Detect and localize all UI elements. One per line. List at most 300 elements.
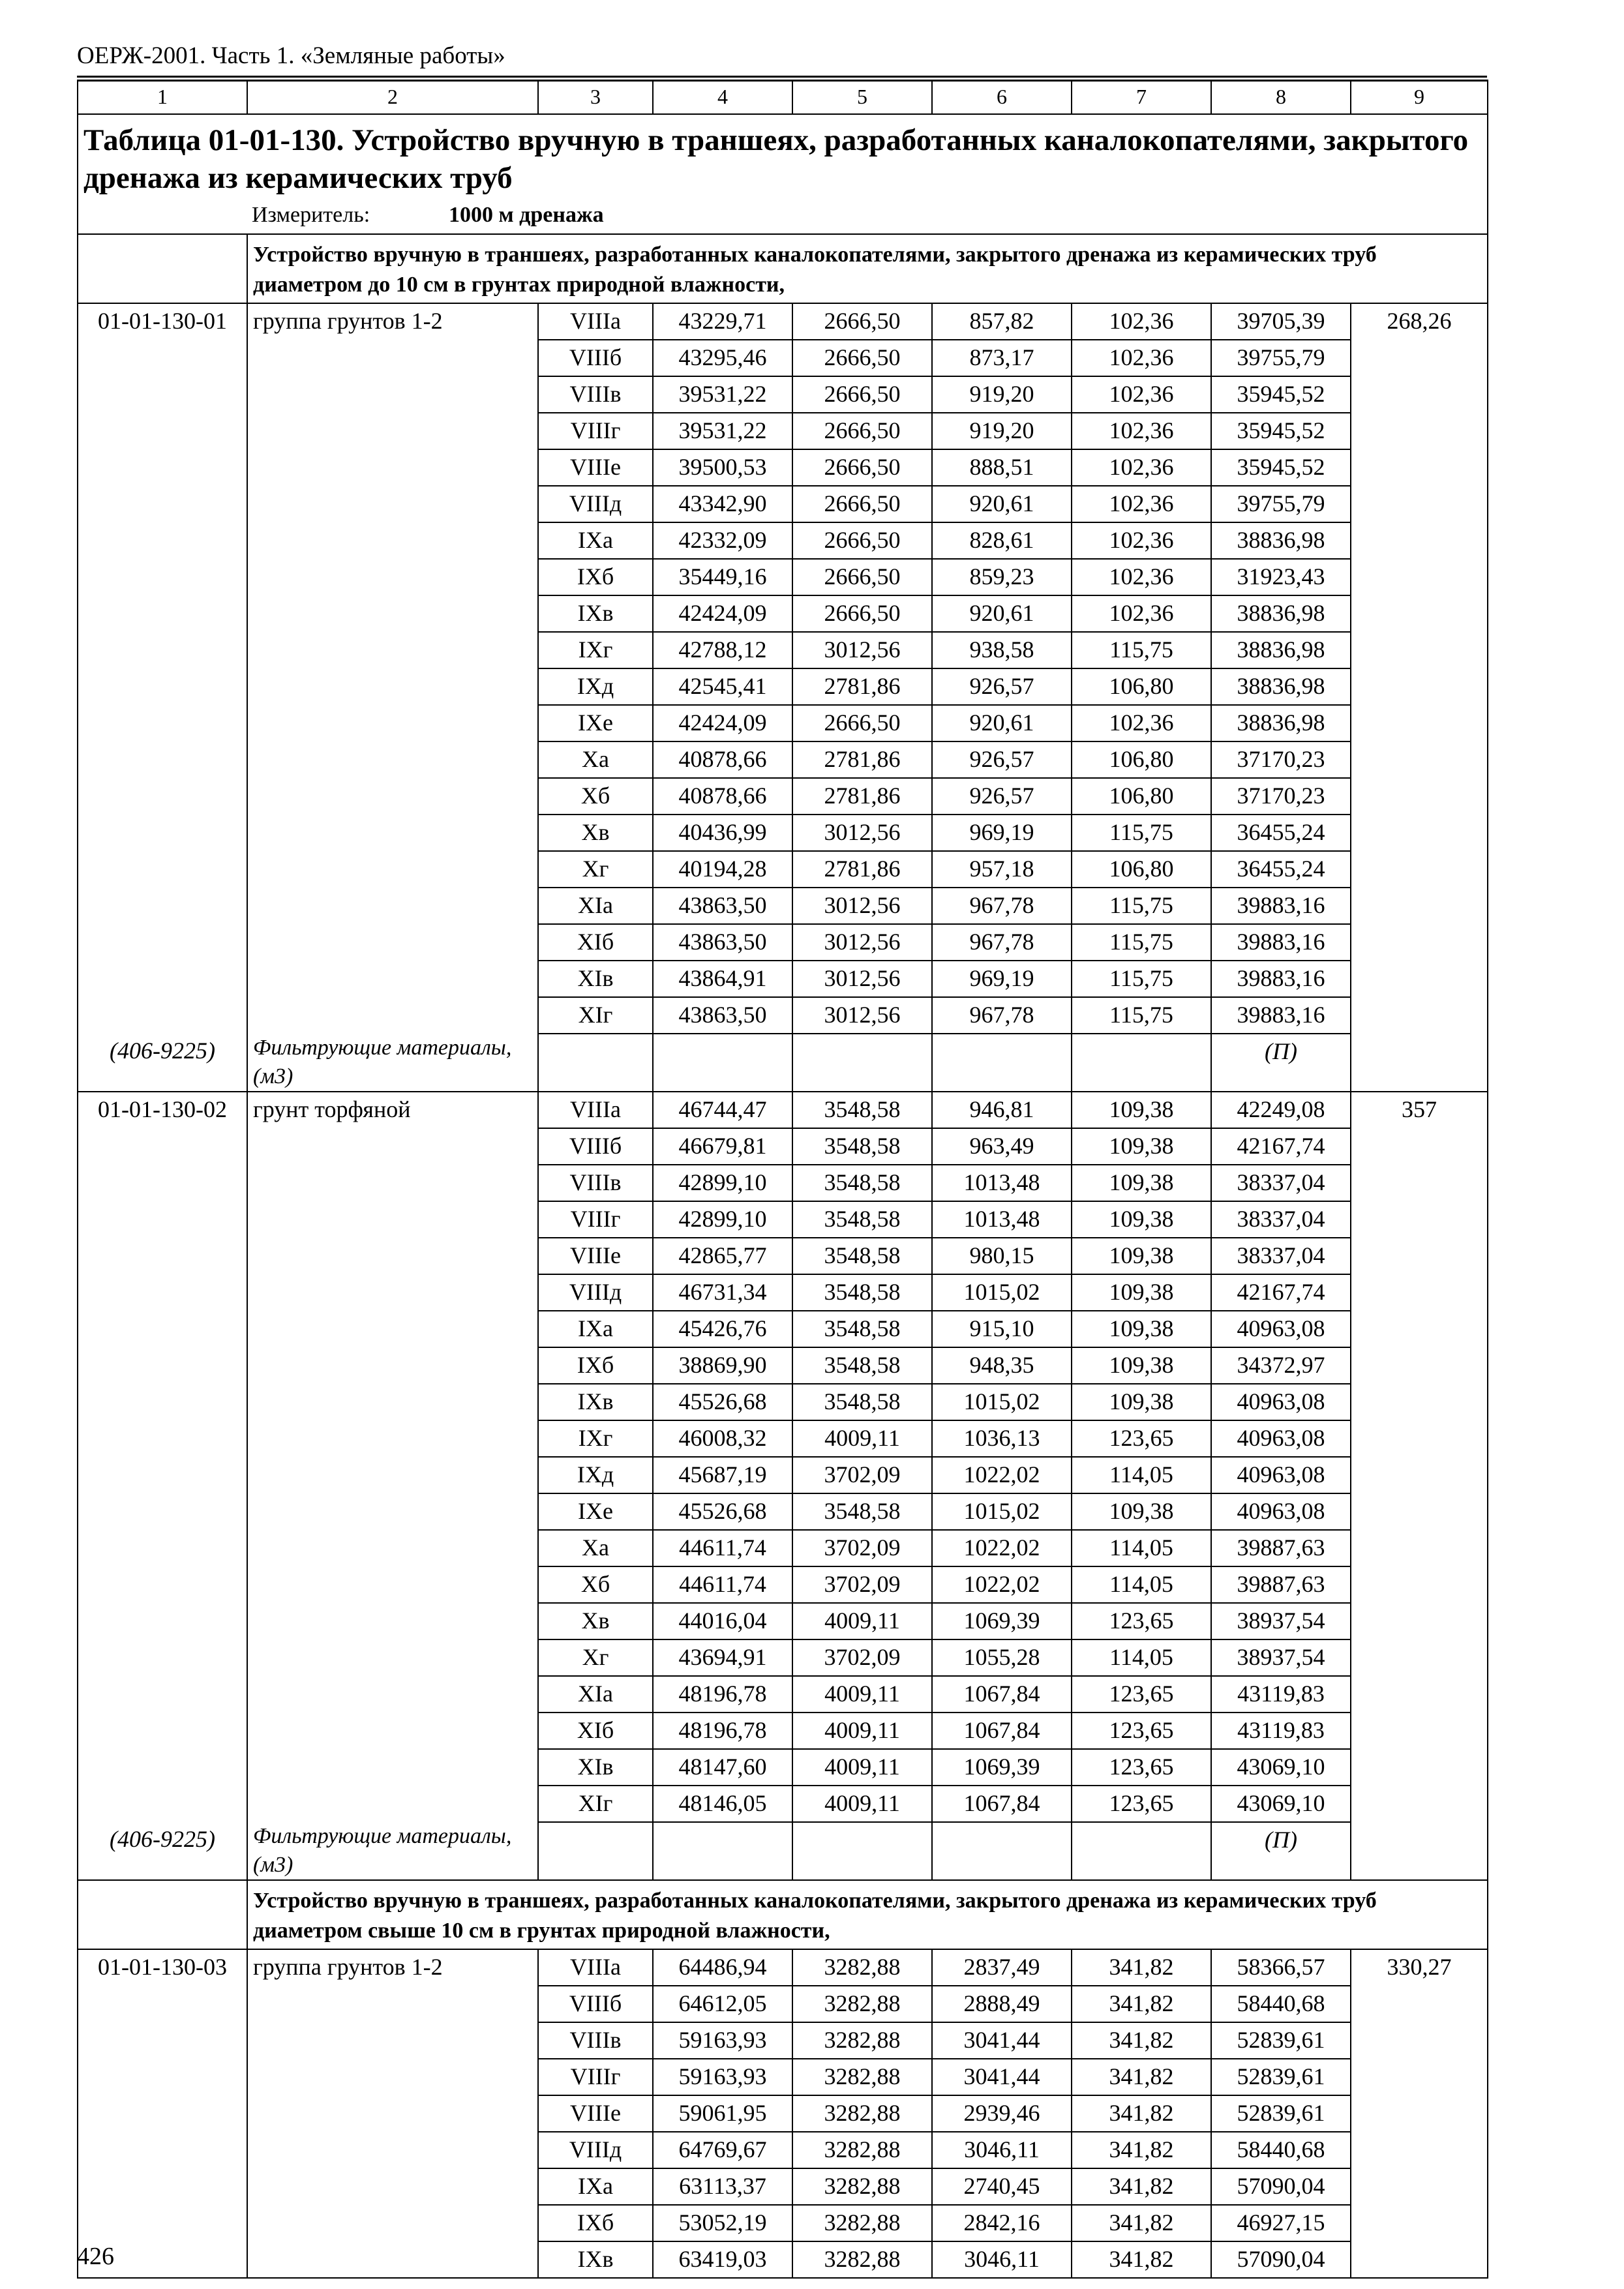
table-cell xyxy=(247,851,538,888)
table-cell xyxy=(1351,2205,1488,2241)
value-cell: 4009,11 xyxy=(792,1713,932,1749)
zone-code: Xб xyxy=(538,1566,653,1603)
zone-code: XIб xyxy=(538,1713,653,1749)
table-row xyxy=(78,1493,1488,1530)
value-cell: 64486,94 xyxy=(653,1949,792,1986)
column-number: 4 xyxy=(653,80,792,114)
table-row xyxy=(78,1201,1488,1238)
value-cell: 42865,77 xyxy=(653,1238,792,1274)
table-cell xyxy=(247,2022,538,2059)
value-cell: 31923,43 xyxy=(1211,559,1351,595)
value-cell: 115,75 xyxy=(1072,924,1211,961)
value-cell: 39755,79 xyxy=(1211,486,1351,522)
section-heading: Устройство вручную в траншеях, разработанных каналокопателями, закрытого дренажа из керамических труб диаметром свыше 10 см в грунтах природной влажности, xyxy=(247,1880,1488,1949)
table-row xyxy=(78,2168,1488,2205)
table-cell xyxy=(1351,668,1488,705)
value-cell: 3282,88 xyxy=(792,2205,932,2241)
value-cell: 2781,86 xyxy=(792,778,932,815)
table-row xyxy=(78,1713,1488,1749)
table-cell xyxy=(247,1420,538,1457)
value-cell: 40963,08 xyxy=(1211,1311,1351,1347)
value-cell: 2666,50 xyxy=(792,486,932,522)
value-cell: 43342,90 xyxy=(653,486,792,522)
table-cell xyxy=(247,1713,538,1749)
table-row xyxy=(78,2059,1488,2095)
table-row xyxy=(78,1530,1488,1566)
value-cell: 35945,52 xyxy=(1211,376,1351,413)
value-cell: 1013,48 xyxy=(932,1165,1072,1201)
table-cell xyxy=(1351,1603,1488,1639)
table-row xyxy=(78,2022,1488,2059)
value-cell: 35945,52 xyxy=(1211,413,1351,449)
section-heading-blank xyxy=(78,234,247,303)
table-cell xyxy=(1351,559,1488,595)
item-col9: 357 xyxy=(1351,1092,1488,1128)
table-cell xyxy=(1351,2168,1488,2205)
value-cell: 43863,50 xyxy=(653,997,792,1034)
value-cell: 967,78 xyxy=(932,924,1072,961)
value-cell: 123,65 xyxy=(1072,1713,1211,1749)
table-row xyxy=(78,1949,1488,1986)
table-row xyxy=(78,449,1488,486)
table-cell xyxy=(247,413,538,449)
value-cell: 37170,23 xyxy=(1211,741,1351,778)
table-cell xyxy=(932,1034,1072,1092)
value-cell: 63419,03 xyxy=(653,2241,792,2278)
table-cell xyxy=(1351,815,1488,851)
table-row xyxy=(78,1986,1488,2022)
table-cell xyxy=(538,1034,653,1092)
table-cell xyxy=(1351,741,1488,778)
value-cell: 38869,90 xyxy=(653,1347,792,1384)
table-cell xyxy=(247,595,538,632)
value-cell: 106,80 xyxy=(1072,741,1211,778)
table-cell xyxy=(1351,2132,1488,2168)
zone-code: XIб xyxy=(538,924,653,961)
value-cell: 115,75 xyxy=(1072,961,1211,997)
value-cell: 38937,54 xyxy=(1211,1603,1351,1639)
value-cell: 36455,24 xyxy=(1211,815,1351,851)
zone-code: VIIIв xyxy=(538,2022,653,2059)
value-cell: 102,36 xyxy=(1072,705,1211,741)
value-cell: 3012,56 xyxy=(792,924,932,961)
zone-code: VIIIа xyxy=(538,1092,653,1128)
value-cell: 114,05 xyxy=(1072,1566,1211,1603)
table-cell xyxy=(247,1749,538,1786)
table-cell xyxy=(78,522,247,559)
zone-code: IXд xyxy=(538,668,653,705)
value-cell: 44611,74 xyxy=(653,1530,792,1566)
value-cell: 3012,56 xyxy=(792,961,932,997)
value-cell: 34372,97 xyxy=(1211,1347,1351,1384)
value-cell: 1069,39 xyxy=(932,1749,1072,1786)
table-cell xyxy=(78,2168,247,2205)
table-row xyxy=(78,522,1488,559)
value-cell: 46679,81 xyxy=(653,1128,792,1165)
value-cell: 58366,57 xyxy=(1211,1949,1351,1986)
table-cell xyxy=(247,1274,538,1311)
value-cell: 963,49 xyxy=(932,1128,1072,1165)
zone-code: IXв xyxy=(538,1384,653,1420)
table-cell xyxy=(247,1238,538,1274)
table-row xyxy=(78,1566,1488,1603)
unit-line xyxy=(83,200,1482,231)
zone-code: IXг xyxy=(538,1420,653,1457)
value-cell: 2781,86 xyxy=(792,741,932,778)
value-cell: 948,35 xyxy=(932,1347,1072,1384)
value-cell: 109,38 xyxy=(1072,1274,1211,1311)
value-cell: 43119,83 xyxy=(1211,1713,1351,1749)
table-cell xyxy=(1351,2241,1488,2278)
value-cell: 341,82 xyxy=(1072,2095,1211,2132)
table-cell xyxy=(78,1713,247,1749)
table-cell xyxy=(1351,1786,1488,1822)
table-cell xyxy=(78,1384,247,1420)
value-cell: 38836,98 xyxy=(1211,522,1351,559)
value-cell: 2666,50 xyxy=(792,376,932,413)
value-cell: 38836,98 xyxy=(1211,705,1351,741)
value-cell: 2666,50 xyxy=(792,449,932,486)
table-row xyxy=(78,1165,1488,1201)
table-cell xyxy=(78,924,247,961)
value-cell: 4009,11 xyxy=(792,1676,932,1713)
table-cell xyxy=(78,2205,247,2241)
value-cell: 39887,63 xyxy=(1211,1566,1351,1603)
table-cell xyxy=(1351,1457,1488,1493)
column-number: 6 xyxy=(932,80,1072,114)
value-cell: 2666,50 xyxy=(792,559,932,595)
table-cell xyxy=(1351,1238,1488,1274)
zone-code: VIIIа xyxy=(538,1949,653,1986)
table-row xyxy=(78,2095,1488,2132)
table-cell xyxy=(247,741,538,778)
table-cell xyxy=(247,2095,538,2132)
table-cell xyxy=(78,1986,247,2022)
table-cell xyxy=(792,1034,932,1092)
value-cell: 109,38 xyxy=(1072,1201,1211,1238)
table-title: Таблица 01-01-130. Устройство вручную в траншеях, разработанных каналокопателями, закрытого дренажа из керамических труб xyxy=(83,123,1469,195)
zone-code: Xа xyxy=(538,741,653,778)
value-cell: 57090,04 xyxy=(1211,2241,1351,2278)
table-cell xyxy=(1351,1713,1488,1749)
table-row xyxy=(78,376,1488,413)
value-cell: 109,38 xyxy=(1072,1347,1211,1384)
value-cell: 828,61 xyxy=(932,522,1072,559)
value-cell: 957,18 xyxy=(932,851,1072,888)
zone-code: IXб xyxy=(538,2205,653,2241)
table-cell xyxy=(247,1201,538,1238)
table-cell xyxy=(247,449,538,486)
value-cell: 35945,52 xyxy=(1211,449,1351,486)
zone-code: VIIIд xyxy=(538,486,653,522)
filter-name: Фильтрующие материалы, (м3) xyxy=(247,1034,538,1092)
value-cell: 45526,68 xyxy=(653,1493,792,1530)
zone-code: Xв xyxy=(538,1603,653,1639)
value-cell: 3282,88 xyxy=(792,1949,932,1986)
value-cell: 43069,10 xyxy=(1211,1786,1351,1822)
zone-code: VIIIв xyxy=(538,1165,653,1201)
value-cell: 2666,50 xyxy=(792,340,932,376)
unit-label: Измеритель: xyxy=(252,203,370,227)
table-cell xyxy=(78,888,247,924)
value-cell: 46731,34 xyxy=(653,1274,792,1311)
table-cell xyxy=(1351,778,1488,815)
value-cell: 1015,02 xyxy=(932,1274,1072,1311)
table-cell xyxy=(1351,1822,1488,1880)
value-cell: 946,81 xyxy=(932,1092,1072,1128)
table-cell xyxy=(78,778,247,815)
table-row xyxy=(78,1384,1488,1420)
value-cell: 341,82 xyxy=(1072,1949,1211,1986)
table-cell xyxy=(78,1676,247,1713)
zone-code: IXа xyxy=(538,1311,653,1347)
filter-code: (406-9225) xyxy=(78,1822,247,1880)
value-cell: 919,20 xyxy=(932,376,1072,413)
table-row xyxy=(78,1676,1488,1713)
zone-code: XIг xyxy=(538,1786,653,1822)
value-cell: 43863,50 xyxy=(653,888,792,924)
table-row xyxy=(78,815,1488,851)
value-cell: 3548,58 xyxy=(792,1347,932,1384)
table-cell xyxy=(247,668,538,705)
value-cell: 43119,83 xyxy=(1211,1676,1351,1713)
table-cell xyxy=(653,1034,792,1092)
value-cell: 42788,12 xyxy=(653,632,792,668)
section-heading-blank xyxy=(78,1880,247,1949)
value-cell: 39705,39 xyxy=(1211,303,1351,340)
zone-code: VIIIг xyxy=(538,413,653,449)
zone-code: VIIIв xyxy=(538,376,653,413)
value-cell: 341,82 xyxy=(1072,2132,1211,2168)
table-cell xyxy=(1351,340,1488,376)
zone-code: VIIIе xyxy=(538,449,653,486)
table-row xyxy=(78,1420,1488,1457)
table-cell xyxy=(1351,1128,1488,1165)
value-cell: 42167,74 xyxy=(1211,1128,1351,1165)
zone-code: VIIIд xyxy=(538,2132,653,2168)
value-cell: 40194,28 xyxy=(653,851,792,888)
value-cell: 3012,56 xyxy=(792,815,932,851)
table-row xyxy=(78,486,1488,522)
value-cell: 64612,05 xyxy=(653,1986,792,2022)
value-cell: 3702,09 xyxy=(792,1530,932,1566)
table-cell xyxy=(1351,997,1488,1034)
zone-code: VIIIа xyxy=(538,303,653,340)
table-cell xyxy=(792,1822,932,1880)
zone-code: Xг xyxy=(538,851,653,888)
value-cell: 46927,15 xyxy=(1211,2205,1351,2241)
table-title-row xyxy=(78,114,1488,234)
table-cell xyxy=(1351,632,1488,668)
table-row xyxy=(78,924,1488,961)
value-cell: 2666,50 xyxy=(792,595,932,632)
section-heading: Устройство вручную в траншеях, разработанных каналокопателями, закрытого дренажа из керамических труб диаметром до 10 см в грунтах природной влажности, xyxy=(247,234,1488,303)
value-cell: 52839,61 xyxy=(1211,2095,1351,2132)
value-cell: 102,36 xyxy=(1072,486,1211,522)
table-row xyxy=(78,705,1488,741)
zone-code: Xв xyxy=(538,815,653,851)
table-row xyxy=(78,1603,1488,1639)
table-cell xyxy=(78,2095,247,2132)
value-cell: 967,78 xyxy=(932,888,1072,924)
table-cell xyxy=(247,1457,538,1493)
value-cell: 3702,09 xyxy=(792,1457,932,1493)
zone-code: IXе xyxy=(538,1493,653,1530)
filter-code: (406-9225) xyxy=(78,1034,247,1092)
running-header: ОЕРЖ-2001. Часть 1. «Земляные работы» xyxy=(77,38,1487,78)
value-cell: 39883,16 xyxy=(1211,997,1351,1034)
zone-code: VIIIб xyxy=(538,340,653,376)
section-heading-row xyxy=(78,1880,1488,1949)
value-cell: 102,36 xyxy=(1072,413,1211,449)
value-cell: 3548,58 xyxy=(792,1311,932,1347)
table-cell xyxy=(78,961,247,997)
value-cell: 3548,58 xyxy=(792,1274,932,1311)
value-cell: 1022,02 xyxy=(932,1457,1072,1493)
table-row xyxy=(78,851,1488,888)
table-cell xyxy=(1351,449,1488,486)
value-cell: 859,23 xyxy=(932,559,1072,595)
value-cell: 3012,56 xyxy=(792,632,932,668)
table-cell xyxy=(78,1311,247,1347)
table-cell xyxy=(247,997,538,1034)
table-row xyxy=(78,2205,1488,2241)
table-cell xyxy=(247,2132,538,2168)
value-cell: 42424,09 xyxy=(653,705,792,741)
value-cell: 873,17 xyxy=(932,340,1072,376)
table-cell xyxy=(78,1786,247,1822)
table-row xyxy=(78,997,1488,1034)
table-row xyxy=(78,2132,1488,2168)
value-cell: 1067,84 xyxy=(932,1786,1072,1822)
value-cell: 42899,10 xyxy=(653,1165,792,1201)
table-cell xyxy=(78,376,247,413)
table-cell xyxy=(1351,961,1488,997)
value-cell: 43295,46 xyxy=(653,340,792,376)
value-cell: 42899,10 xyxy=(653,1201,792,1238)
table-cell xyxy=(1351,705,1488,741)
zone-code: VIIIг xyxy=(538,2059,653,2095)
item-name: группа грунтов 1-2 xyxy=(247,303,538,340)
value-cell: 115,75 xyxy=(1072,888,1211,924)
value-cell: 3702,09 xyxy=(792,1566,932,1603)
table-cell xyxy=(1351,413,1488,449)
value-cell: 4009,11 xyxy=(792,1749,932,1786)
value-cell: 40963,08 xyxy=(1211,1457,1351,1493)
column-number: 9 xyxy=(1351,80,1488,114)
value-cell: 3702,09 xyxy=(792,1639,932,1676)
table-cell xyxy=(1351,851,1488,888)
value-cell: 2666,50 xyxy=(792,522,932,559)
item-code: 01-01-130-02 xyxy=(78,1092,247,1128)
table-cell xyxy=(1351,2095,1488,2132)
value-cell: 3548,58 xyxy=(792,1092,932,1128)
value-cell: 59163,93 xyxy=(653,2059,792,2095)
table-cell xyxy=(247,632,538,668)
table-cell xyxy=(78,413,247,449)
table-cell xyxy=(247,1786,538,1822)
table-row xyxy=(78,1128,1488,1165)
value-cell: 1015,02 xyxy=(932,1384,1072,1420)
value-cell: 1036,13 xyxy=(932,1420,1072,1457)
filter-name: Фильтрующие материалы, (м3) xyxy=(247,1822,538,1880)
table-cell xyxy=(247,2059,538,2095)
value-cell: 40963,08 xyxy=(1211,1420,1351,1457)
column-number: 1 xyxy=(78,80,247,114)
zone-code: IXб xyxy=(538,559,653,595)
table-cell xyxy=(78,1128,247,1165)
value-cell: 44016,04 xyxy=(653,1603,792,1639)
value-cell: 42332,09 xyxy=(653,522,792,559)
zone-code: IXг xyxy=(538,632,653,668)
table-row xyxy=(78,1786,1488,1822)
value-cell: 341,82 xyxy=(1072,2241,1211,2278)
zone-code: VIIIб xyxy=(538,1986,653,2022)
table-cell xyxy=(247,1566,538,1603)
value-cell: 102,36 xyxy=(1072,376,1211,413)
table-cell xyxy=(247,1603,538,1639)
value-cell: 2666,50 xyxy=(792,413,932,449)
item-code: 01-01-130-03 xyxy=(78,1949,247,1986)
value-cell: 48147,60 xyxy=(653,1749,792,1786)
value-cell: 1015,02 xyxy=(932,1493,1072,1530)
value-cell: 58440,68 xyxy=(1211,2132,1351,2168)
page-number: 426 xyxy=(77,2243,114,2270)
table-cell xyxy=(1351,1749,1488,1786)
table-cell xyxy=(78,2022,247,2059)
value-cell: 102,36 xyxy=(1072,595,1211,632)
table-cell xyxy=(78,705,247,741)
value-cell: 2888,49 xyxy=(932,1986,1072,2022)
value-cell: 63113,37 xyxy=(653,2168,792,2205)
value-cell: 109,38 xyxy=(1072,1165,1211,1201)
table-cell xyxy=(247,2168,538,2205)
value-cell: 2837,49 xyxy=(932,1949,1072,1986)
value-cell: 3548,58 xyxy=(792,1384,932,1420)
table-cell xyxy=(78,1165,247,1201)
table-cell xyxy=(1351,1566,1488,1603)
value-cell: 39883,16 xyxy=(1211,888,1351,924)
value-cell: 920,61 xyxy=(932,595,1072,632)
value-cell: 43863,50 xyxy=(653,924,792,961)
table-title-cell xyxy=(78,114,1488,234)
value-cell: 38836,98 xyxy=(1211,632,1351,668)
table-cell xyxy=(78,741,247,778)
value-cell: 39500,53 xyxy=(653,449,792,486)
value-cell: 59163,93 xyxy=(653,2022,792,2059)
value-cell: 44611,74 xyxy=(653,1566,792,1603)
value-cell: 48146,05 xyxy=(653,1786,792,1822)
value-cell: 40878,66 xyxy=(653,741,792,778)
item-name: группа грунтов 1-2 xyxy=(247,1949,538,1986)
table-cell xyxy=(247,1639,538,1676)
unit-value: 1000 м дренажа xyxy=(449,203,604,227)
value-cell: 341,82 xyxy=(1072,2022,1211,2059)
value-cell: 45687,19 xyxy=(653,1457,792,1493)
value-cell: 1069,39 xyxy=(932,1603,1072,1639)
table-cell xyxy=(247,705,538,741)
value-cell: 43694,91 xyxy=(653,1639,792,1676)
table-cell xyxy=(1351,1347,1488,1384)
value-cell: 46744,47 xyxy=(653,1092,792,1128)
value-cell: 38937,54 xyxy=(1211,1639,1351,1676)
value-cell: 2740,45 xyxy=(932,2168,1072,2205)
value-cell: 115,75 xyxy=(1072,815,1211,851)
value-cell: 857,82 xyxy=(932,303,1072,340)
value-cell: 40963,08 xyxy=(1211,1493,1351,1530)
value-cell: 1022,02 xyxy=(932,1566,1072,1603)
value-cell: 967,78 xyxy=(932,997,1072,1034)
